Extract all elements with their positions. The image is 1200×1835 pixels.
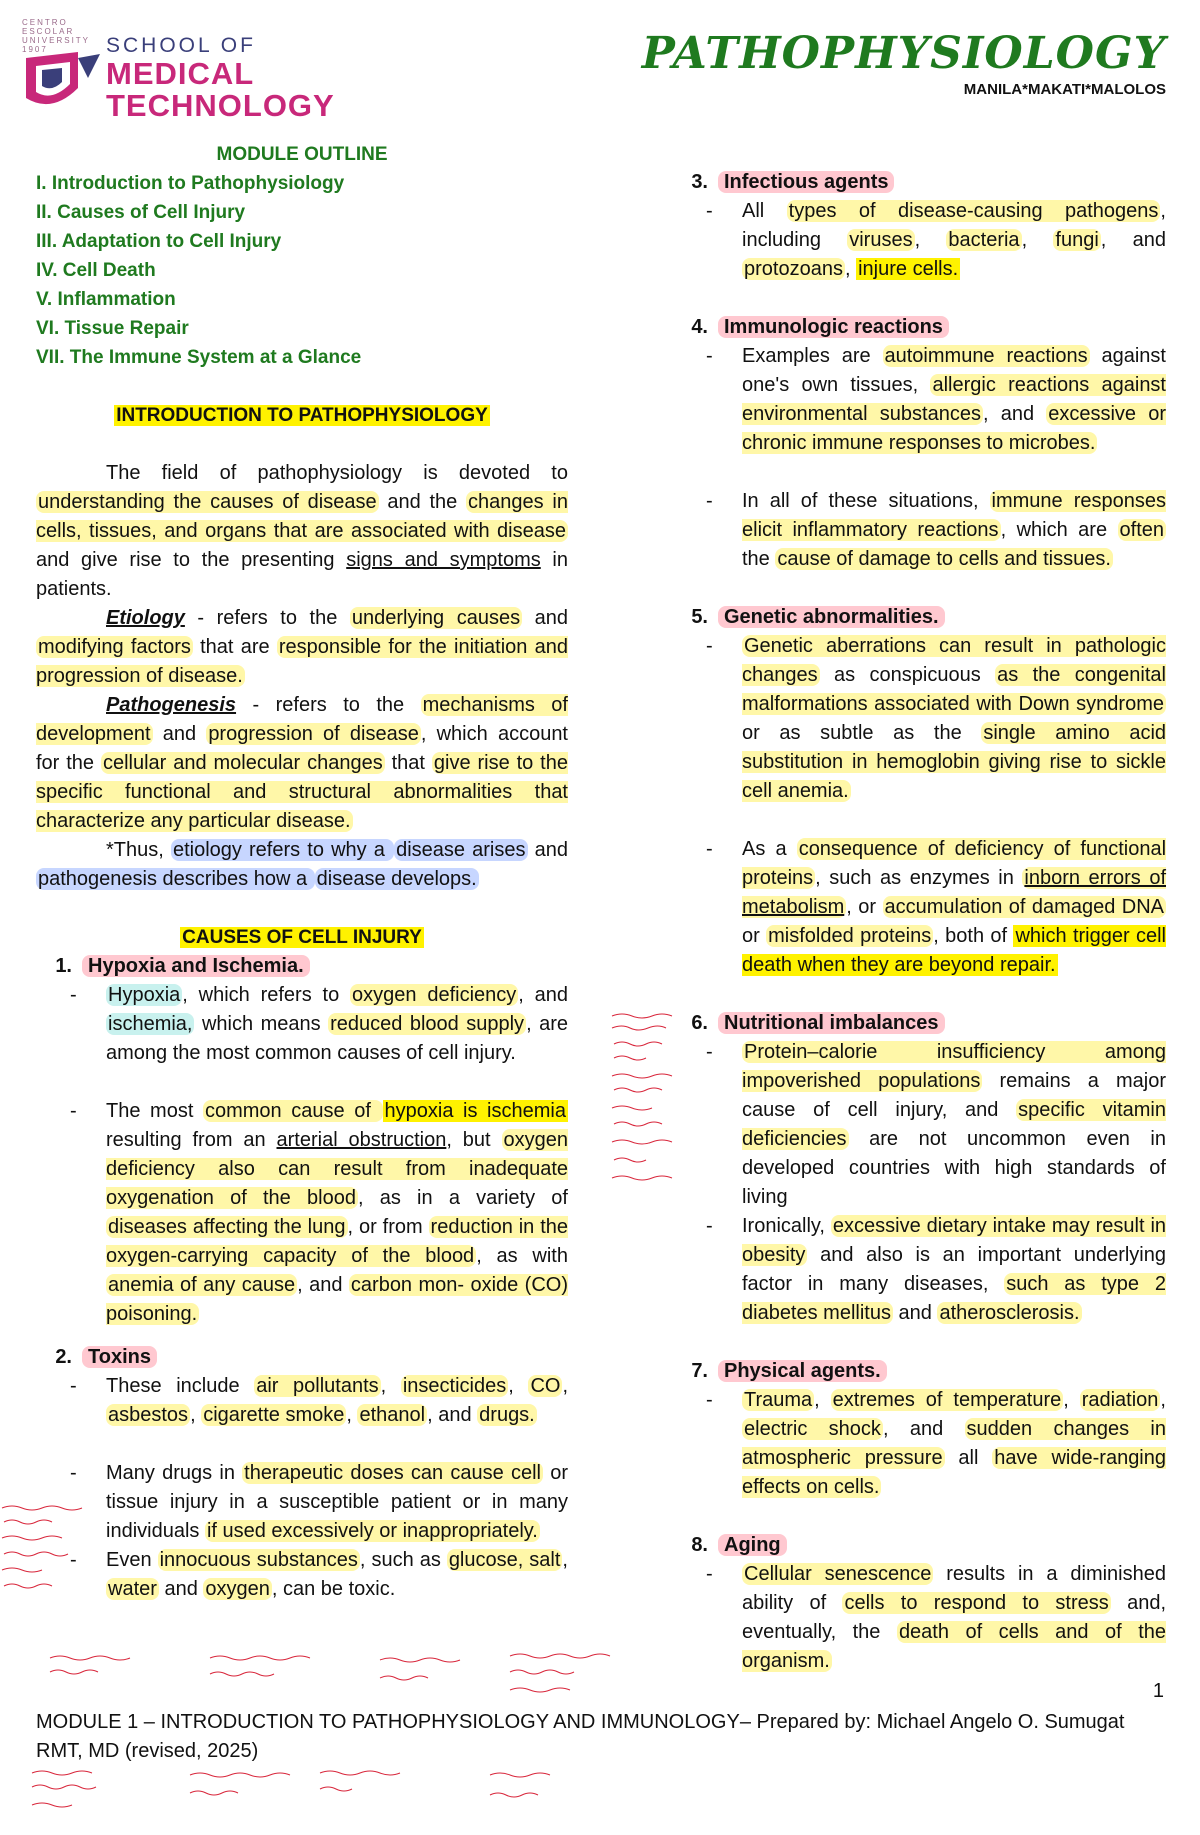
university-name: CENTRO ESCOLAR UNIVERSITY 1907 <box>22 18 90 54</box>
course-title: PATHOPHYSIOLOGY <box>641 28 1166 79</box>
outline-item: I. Introduction to Pathophysiology <box>36 173 345 194</box>
list-item: - In all of these situations, immune responses elicit inflammatory reactions , which are often the cause of damage to cells and tissues. <box>672 487 1166 574</box>
module-outline-title: MODULE OUTLINE <box>216 144 388 165</box>
logo-medical: MEDICAL <box>106 56 255 91</box>
cause-hypoxia-heading: 1. Hypoxia and Ischemia. <box>36 952 568 981</box>
intro-paragraph: The field of pathophysiology is devoted to understanding the causes of disease and the changes in cells, tissues, and organs that are associated with disease and give rise to the presenting signs and symptoms in patients. <box>36 462 568 600</box>
list-item: - Cellular senescence results in a diminished ability of cells to respond to stress and, eventually, the death of cells and of the organism. <box>672 1560 1166 1676</box>
list-item: - Protein–calorie insufficiency among impoverished populations remains a major cause of cell injury, and specific vitamin deficiencies are not uncommon even in developed countries with high standards of living <box>672 1038 1166 1212</box>
outline-item: III. Adaptation to Cell Injury <box>36 231 282 252</box>
right-column <box>672 168 1166 1676</box>
list-item: - As a consequence of deficiency of functional proteins , such as enzymes in inborn errors of metabolism , or accumulation of damaged DNA or misfolded proteins , both of which trigger cell death when they are beyond repair. <box>672 835 1166 980</box>
handwritten-annotation <box>40 1650 680 1710</box>
list-item: - These include air pollutants , insecticides , CO , asbestos , cigarette smoke , ethanol , and drugs. <box>36 1372 568 1430</box>
outline-item: VI. Tissue Repair <box>36 318 189 339</box>
cause-aging-heading: 8. Aging <box>672 1531 1166 1560</box>
list-item: - Even innocuous substances , such as glucose, salt , water and oxygen , can be toxic. <box>36 1546 568 1604</box>
logo-school-of: SCHOOL OF <box>106 34 256 57</box>
cause-immunologic-heading: 4. Immunologic reactions <box>672 313 1166 342</box>
list-item: - All types of disease-causing pathogens , including viruses , bacteria , fungi , and protozoans , injure cells. <box>672 197 1166 284</box>
cause-genetic-heading: 5. Genetic abnormalities. <box>672 603 1166 632</box>
pathogenesis-definition: Pathogenesis - refers to the mechanisms of development and progression of disease , which account for the cellular and molecular changes that give rise to the specific functional and structural abnormalities that characterize any particular disease. <box>36 694 568 832</box>
outline-item: VII. The Immune System at a Glance <box>36 347 362 368</box>
page-number: 1 <box>1152 1680 1164 1702</box>
list-item: - Hypoxia , which refers to oxygen deficiency , and ischemia, which means reduced blood supply , are among the most common causes of cell injury. <box>36 981 568 1068</box>
handwritten-annotation <box>30 1765 630 1825</box>
logo-technology: TECHNOLOGY <box>106 88 335 123</box>
cause-physical-heading: 7. Physical agents. <box>672 1357 1166 1386</box>
list-item: - Genetic aberrations can result in pathologic changes as conspicuous as the congenital malformations associated with Down syndrome or as subtle as the single amino acid substitution in hemoglobin giving rise to sickle cell anemia. <box>672 632 1166 806</box>
etiology-vs-pathogenesis-note: *Thus, etiology refers to why a disease arises and pathogenesis describes how a disease develops. <box>38 839 569 890</box>
course-brand <box>642 28 1166 98</box>
list-item: - The most common cause of hypoxia is ischemia resulting from an arterial obstruction, but oxygen deficiency also can result from inadequate oxygenation of the blood , as in a variety of diseases affecting the lung , or from reduction in the oxygen-carrying capacity of the blood , as with anemia of any cause , and carbon mon- oxide (CO) poisoning. <box>36 1097 568 1329</box>
intro-heading: INTRODUCTION TO PATHOPHYSIOLOGY <box>116 405 488 426</box>
outline-item: IV. Cell Death <box>36 260 156 281</box>
outline-item: II. Causes of Cell Injury <box>36 202 246 223</box>
list-item: - Ironically, excessive dietary intake may result in obesity and also is an important underlying factor in many diseases, such as type 2 diabetes mellitus and atherosclerosis. <box>672 1212 1166 1328</box>
school-logo <box>22 18 372 123</box>
list-item: - Trauma , extremes of temperature , radiation , electric shock , and sudden changes in atmospheric pressure all have wide-ranging effects on cells. <box>672 1386 1166 1502</box>
handwritten-annotation <box>0 1500 100 1600</box>
left-column <box>36 140 568 1604</box>
cause-nutritional-heading: 6. Nutritional imbalances <box>672 1009 1166 1038</box>
list-item: - Many drugs in therapeutic doses can cause cell or tissue injury in a susceptible patient or in many individuals if used excessively or inappropriately. <box>36 1459 568 1546</box>
causes-heading: CAUSES OF CELL INJURY <box>182 927 422 948</box>
handwritten-annotation <box>610 1010 680 1190</box>
list-item: - Examples are autoimmune reactions against one's own tissues, allergic reactions against environmental substances , and excessive or chronic immune responses to microbes. <box>672 342 1166 458</box>
cause-infectious-heading: 3. Infectious agents <box>672 168 1166 197</box>
cause-toxins-heading: 2. Toxins <box>36 1343 568 1372</box>
campus-list: MANILA*MAKATI*MALOLOS <box>963 81 1166 98</box>
page-footer: MODULE 1 – INTRODUCTION TO PATHOPHYSIOLOGY AND IMMUNOLOGY– Prepared by: Michael Angelo O. Sumugat RMT, MD (revised, 2025) <box>36 1711 1125 1762</box>
etiology-definition: Etiology - refers to the underlying causes and modifying factors that are responsible for the initiation and progression of disease. <box>36 607 569 687</box>
outline-item: V. Inflammation <box>36 289 176 310</box>
